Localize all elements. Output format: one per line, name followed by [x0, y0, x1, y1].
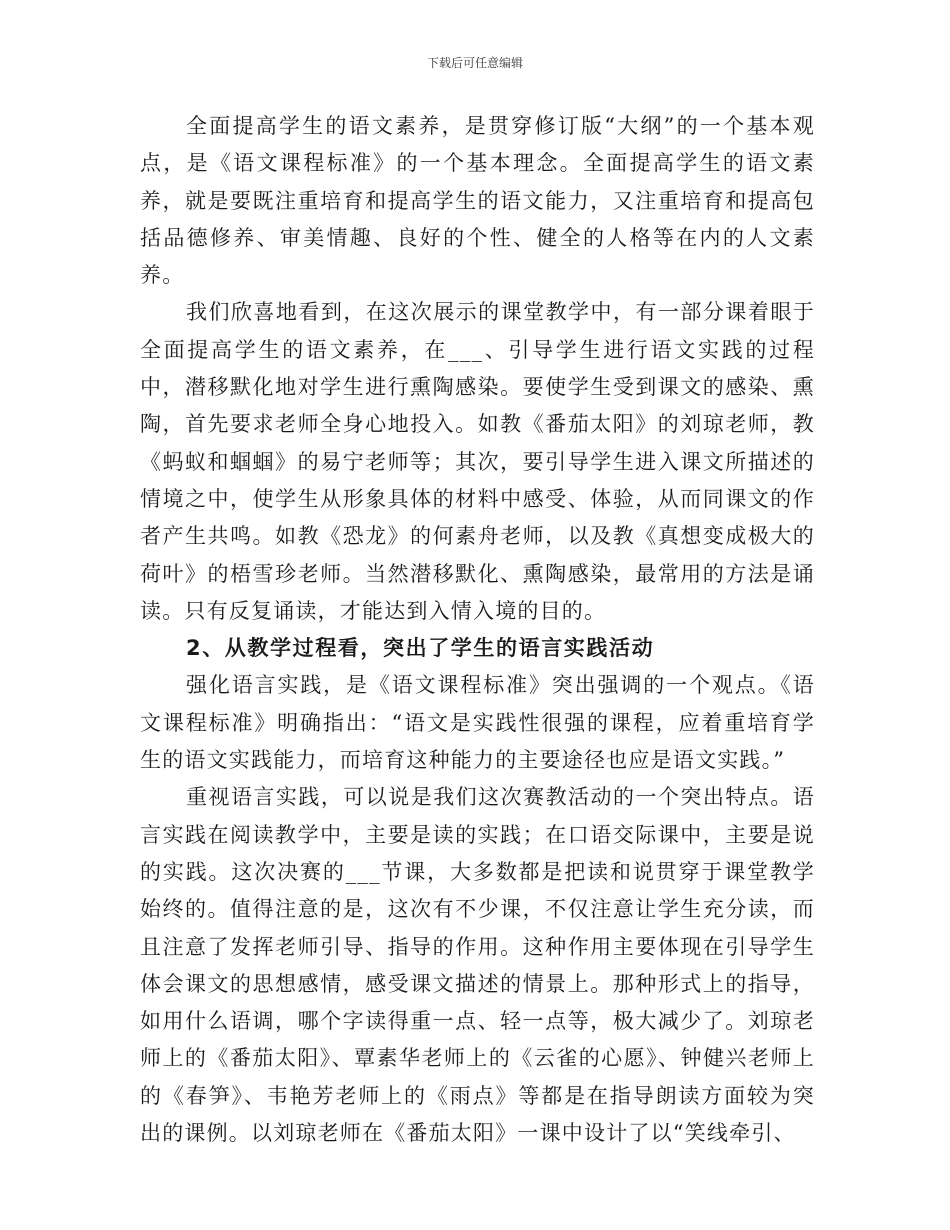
- section-heading: 2、从教学过程看，突出了学生的语言实践活动: [186, 636, 655, 661]
- paragraph-3: 强化语言实践，是《语文课程标准》突出强调的一个观点。《语文课程标准》明确指出：“语文是实践性很强的课程，应着重培育学生的语文实践能力，而培育这种能力的主要途径也应是语文实践。”: [140, 673, 815, 773]
- document-body: [140, 108, 815, 1152]
- paragraph-1: 全面提高学生的语文素养，是贯穿修订版“大纲”的一个基本观点，是《语文课程标准》的一个基本理念。全面提高学生的语文素养，就是要既注重培育和提高学生的语文能力，又注重培育和提高包括品德修养、审美情趣、良好的个性、健全的人格等在内的人文素养。: [140, 114, 815, 288]
- paragraph-2: 我们欣喜地看到，在这次展示的课堂教学中，有一部分课着眼于全面提高学生的语文素养，在___、引导学生进行语文实践的过程中，潜移默化地对学生进行熏陶感染。要使学生受到课文的感染、熏陶，首先要求老师全身心地投入。如教《番茄太阳》的刘琼老师，教《蚂蚁和蝈蝈》的易宁老师等；其次，要引导学生进入课文所描述的情境之中，使学生从形象具体的材料中感受、体验，从而同课文的作者产生共鸣。如教《恐龙》的何素舟老师，以及教《真想变成极大的荷叶》的梧雪珍老师。当然潜移默化、熏陶感染，最常用的方法是诵读。只有反复诵读，才能达到入情入境的目的。: [140, 300, 815, 623]
- paragraph-4: 重视语言实践，可以说是我们这次赛教活动的一个突出特点。语言实践在阅读教学中，主要是读的实践；在口语交际课中，主要是说的实践。这次决赛的___节课，大多数都是把读和说贯穿于课堂教学始终的。值得注意的是，这次有不少课，不仅注意让学生充分读，而且注意了发挥老师引导、指导的作用。这种作用主要体现在引导学生体会课文的思想感情，感受课文描述的情景上。那种形式上的指导，如用什么语调，哪个字读得重一点、轻一点等，极大减少了。刘琼老师上的《番茄太阳》、覃素华老师上的《云雀的心愿》、钟健兴老师上的《春笋》、韦艳芳老师上的《雨点》等都是在指导朗读方面较为突出的课例。以刘琼老师在《番茄太阳》一课中设计了以“笑线牵引、: [140, 785, 815, 1146]
- page-header-note: 下载后可任意编辑: [426, 56, 523, 70]
